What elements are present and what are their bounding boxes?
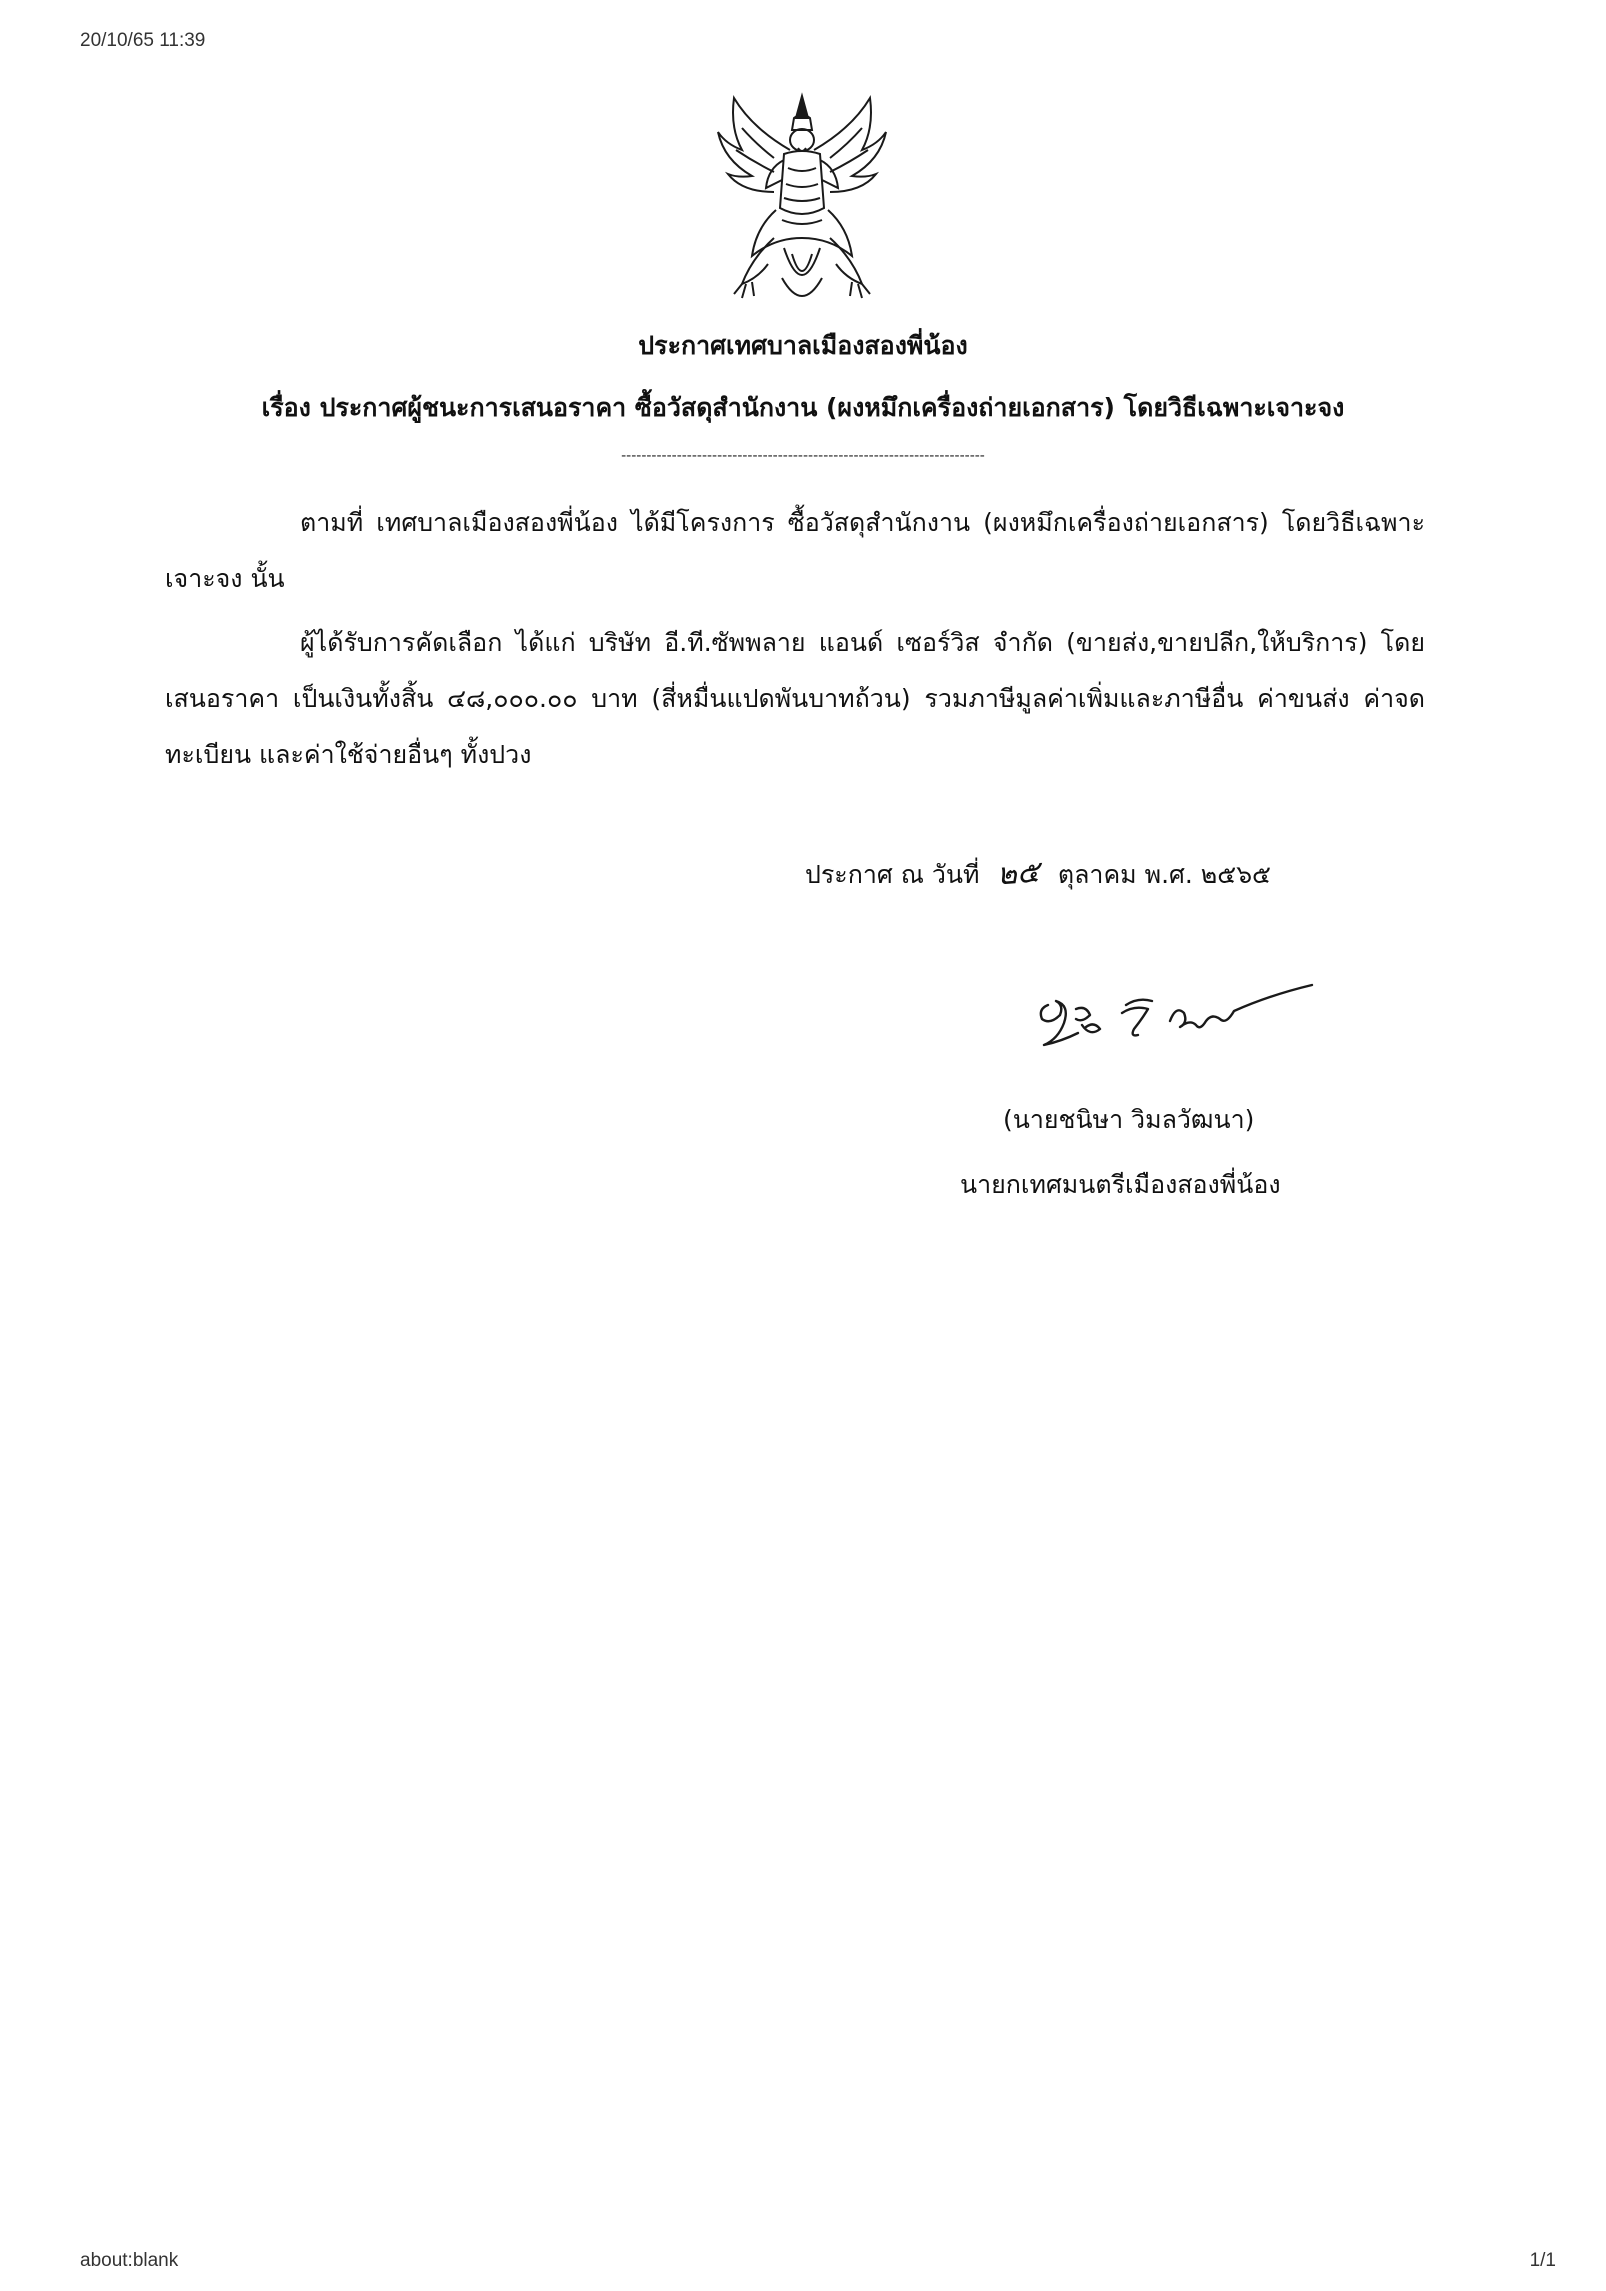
paragraph-project-text: ตามที่ เทศบาลเมืองสองพี่น้อง ได้มีโครงการ ซื้อวัสดุสำนักงาน (ผงหมึกเครื่องถ่ายเอกสาร) โดยวิธีเฉพาะเจาะจง นั้น (165, 508, 1425, 593)
signer-name: (นายชนิษา วิมลวัฒนา) (1003, 1105, 1255, 1134)
title-divider: ------------------------------------------------------------------------ (621, 448, 985, 464)
announce-prefix: ประกาศ ณ วันที่ (805, 860, 980, 889)
announce-day-handwritten: ๒๕ (996, 854, 1042, 893)
announcement-date (805, 850, 1271, 897)
print-page-number: 1/1 (1529, 2250, 1556, 2271)
print-timestamp: 20/10/65 11:39 (80, 30, 206, 51)
document-subject: เรื่อง ประกาศผู้ชนะการเสนอราคา ซื้อวัสดุสำนักงาน (ผงหมึกเครื่องถ่ายเอกสาร) โดยวิธีเฉพาะเจาะจง (261, 393, 1345, 422)
garuda-emblem-icon (712, 88, 892, 318)
announce-month-year: ตุลาคม พ.ศ. ๒๕๖๕ (1057, 860, 1271, 889)
paragraph-winner (165, 615, 1425, 783)
paragraph-project (165, 495, 1425, 607)
paragraph-winner-text: ผู้ได้รับการคัดเลือก ได้แก่ บริษัท อี.ที.ซัพพลาย แอนด์ เซอร์วิส จำกัด (ขายส่ง,ขายปลีก,ให้บริการ) โดยเสนอราคา เป็นเงินทั้งสิ้น ๔๘,๐๐๐.๐๐ บาท (สี่หมื่นแปดพันบาทถ้วน) รวมภาษีมูลค่าเพิ่มและภาษีอื่น ค่าขนส่ง ค่าจดทะเบียน และค่าใช้จ่ายอื่นๆ ทั้งปวง (165, 628, 1425, 769)
document-title: ประกาศเทศบาลเมืองสองพี่น้อง (638, 331, 968, 360)
print-url: about:blank (80, 2250, 179, 2271)
signature-image (1030, 975, 1320, 1060)
signer-position: นายกเทศมนตรีเมืองสองพี่น้อง (960, 1170, 1281, 1199)
